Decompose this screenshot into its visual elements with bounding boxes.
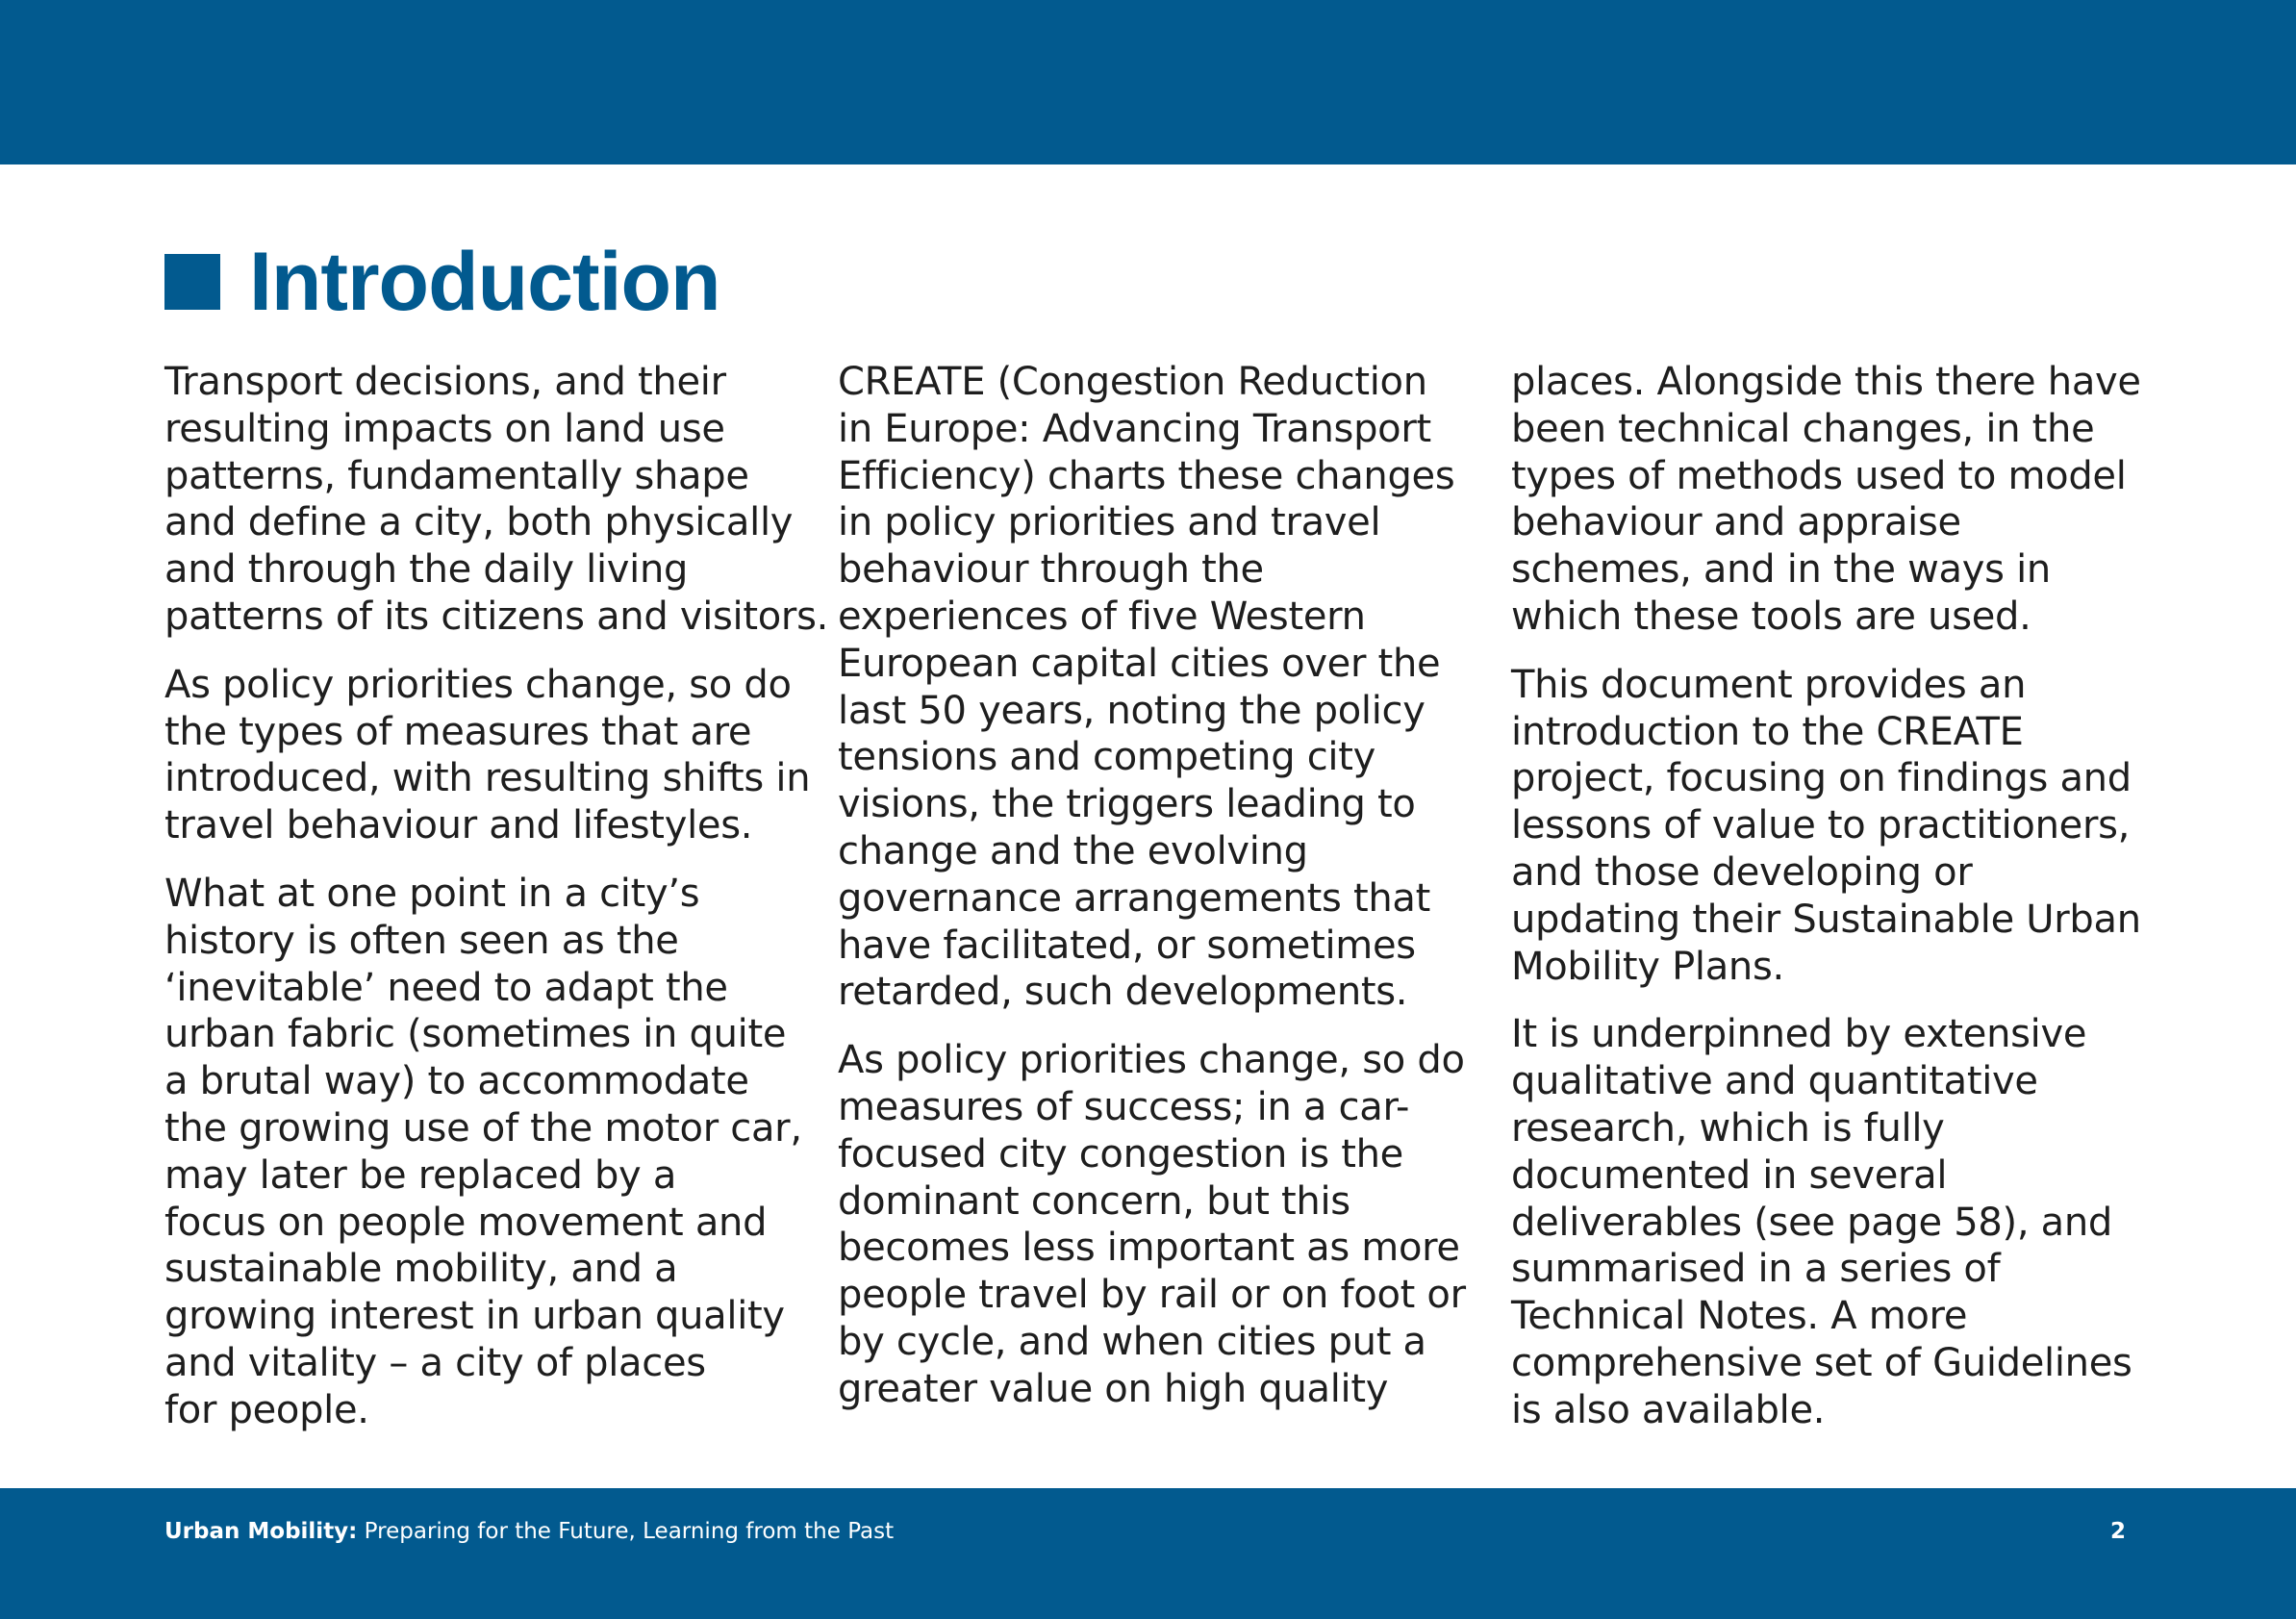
paragraph-line: research, which is fully [1511, 1105, 1945, 1151]
paragraph-line: governance arrangements that [838, 875, 1430, 921]
paragraph-line: the types of measures that are [164, 709, 752, 754]
paragraph-line: schemes, and in the ways in [1511, 547, 2051, 593]
paragraph-line: and those developing or [1511, 849, 1973, 895]
paragraph-line: dominant concern, but this [838, 1178, 1350, 1224]
paragraph-line: lessons of value to practitioners, [1511, 803, 2131, 848]
paragraph-line: for people. [164, 1387, 369, 1432]
body-paragraph [164, 359, 829, 641]
paragraph-line: have facilitated, or sometimes [838, 923, 1416, 968]
paragraph-line: behaviour through the [838, 547, 1264, 593]
page-title: Introduction [249, 236, 720, 328]
body-paragraph [1511, 1011, 2136, 1433]
text-column-1 [164, 359, 829, 1455]
paragraph-line: growing interest in urban quality [164, 1294, 785, 1339]
footer-title-rest: Preparing for the Future, Learning from the Past [357, 1519, 895, 1544]
body-paragraph [164, 871, 802, 1434]
paragraph-line: and vitality – a city of places [164, 1340, 706, 1385]
paragraph-line: As policy priorities change, so do [838, 1038, 1465, 1083]
body-paragraph [1511, 662, 2141, 991]
paragraph-line: As policy priorities change, so do [164, 662, 792, 707]
paragraph-line: patterns of its citizens and visitors. [164, 594, 829, 639]
paragraph-line: and through the daily living [164, 547, 689, 593]
body-paragraph [838, 1037, 1466, 1412]
paragraph-line: resulting impacts on land use [164, 406, 725, 451]
paragraph-line: the growing use of the motor car, [164, 1105, 802, 1151]
paragraph-line: in Europe: Advancing Transport [838, 406, 1431, 451]
text-column-3 [1511, 359, 2141, 1455]
footer-title [164, 1517, 894, 1546]
paragraph-line: is also available. [1511, 1387, 1826, 1432]
paragraph-line: This document provides an [1511, 662, 2027, 707]
body-paragraph [1511, 359, 2141, 641]
top-banner [0, 0, 2296, 164]
paragraph-line: ‘inevitable’ need to adapt the [164, 965, 728, 1010]
paragraph-line: focused city congestion is the [838, 1131, 1403, 1176]
paragraph-line: Transport decisions, and their [164, 360, 726, 404]
paragraph-line: in policy priorities and travel [838, 500, 1381, 545]
paragraph-line: Efficiency) charts these changes [838, 453, 1455, 498]
footer-title-bold: Urban Mobility: [164, 1519, 358, 1544]
paragraph-line: introduction to the CREATE [1511, 709, 2024, 754]
paragraph-line: updating their Sustainable Urban [1511, 897, 2141, 942]
paragraph-line: sustainable mobility, and a [164, 1247, 678, 1292]
paragraph-line: may later be replaced by a [164, 1152, 677, 1198]
paragraph-line: CREATE (Congestion Reduction [838, 360, 1427, 404]
paragraph-line: travel behaviour and lifestyles. [164, 803, 753, 848]
paragraph-line: comprehensive set of Guidelines [1511, 1340, 2132, 1385]
paragraph-line: tensions and competing city [838, 735, 1375, 780]
paragraph-line: places. Alongside this there have [1511, 360, 2141, 404]
section-heading [164, 236, 720, 328]
paragraph-line: summarised in a series of [1511, 1247, 2001, 1292]
paragraph-line: introduced, with resulting shifts in [164, 756, 811, 801]
paragraph-line: project, focusing on findings and [1511, 756, 2132, 801]
body-paragraph [838, 359, 1463, 1016]
paragraph-line: history is often seen as the [164, 918, 679, 963]
paragraph-line: It is underpinned by extensive [1511, 1012, 2087, 1057]
paragraph-line: patterns, fundamentally shape [164, 453, 749, 498]
paragraph-line: European capital cities over the [838, 641, 1441, 686]
paragraph-line: becomes less important as more [838, 1226, 1460, 1271]
paragraph-line: qualitative and quantitative [1511, 1059, 2038, 1104]
paragraph-line: documented in several [1511, 1152, 1948, 1198]
paragraph-line: a brutal way) to accommodate [164, 1059, 749, 1104]
paragraph-line: urban fabric (sometimes in quite [164, 1012, 787, 1057]
paragraph-line: Mobility Plans. [1511, 944, 1784, 989]
footer-bar [0, 1488, 2296, 1619]
paragraph-line: types of methods used to model [1511, 453, 2127, 498]
paragraph-line: change and the evolving [838, 828, 1308, 873]
paragraph-line: and define a city, both physically [164, 500, 794, 545]
paragraph-line: visions, the triggers leading to [838, 782, 1416, 827]
paragraph-line: last 50 years, noting the policy [838, 688, 1426, 733]
body-paragraph [164, 662, 811, 849]
paragraph-line: which these tools are used. [1511, 594, 2031, 639]
paragraph-line: experiences of five Western [838, 594, 1366, 639]
paragraph-line: Technical Notes. A more [1511, 1294, 1968, 1339]
paragraph-line: behaviour and appraise [1511, 500, 1961, 545]
paragraph-line: people travel by rail or on foot or [838, 1273, 1466, 1318]
page-number: 2 [2109, 1519, 2126, 1544]
paragraph-line: greater value on high quality [838, 1366, 1389, 1411]
heading-square-bullet [164, 254, 220, 310]
paragraph-line: by cycle, and when cities put a [838, 1319, 1426, 1364]
paragraph-line: What at one point in a city’s [164, 871, 700, 916]
text-column-2 [838, 359, 1466, 1434]
paragraph-line: measures of success; in a car- [838, 1084, 1410, 1129]
paragraph-line: focus on people movement and [164, 1200, 768, 1245]
paragraph-line: been technical changes, in the [1511, 406, 2095, 451]
paragraph-line: deliverables (see page 58), and [1511, 1200, 2113, 1245]
paragraph-line: retarded, such developments. [838, 970, 1408, 1015]
